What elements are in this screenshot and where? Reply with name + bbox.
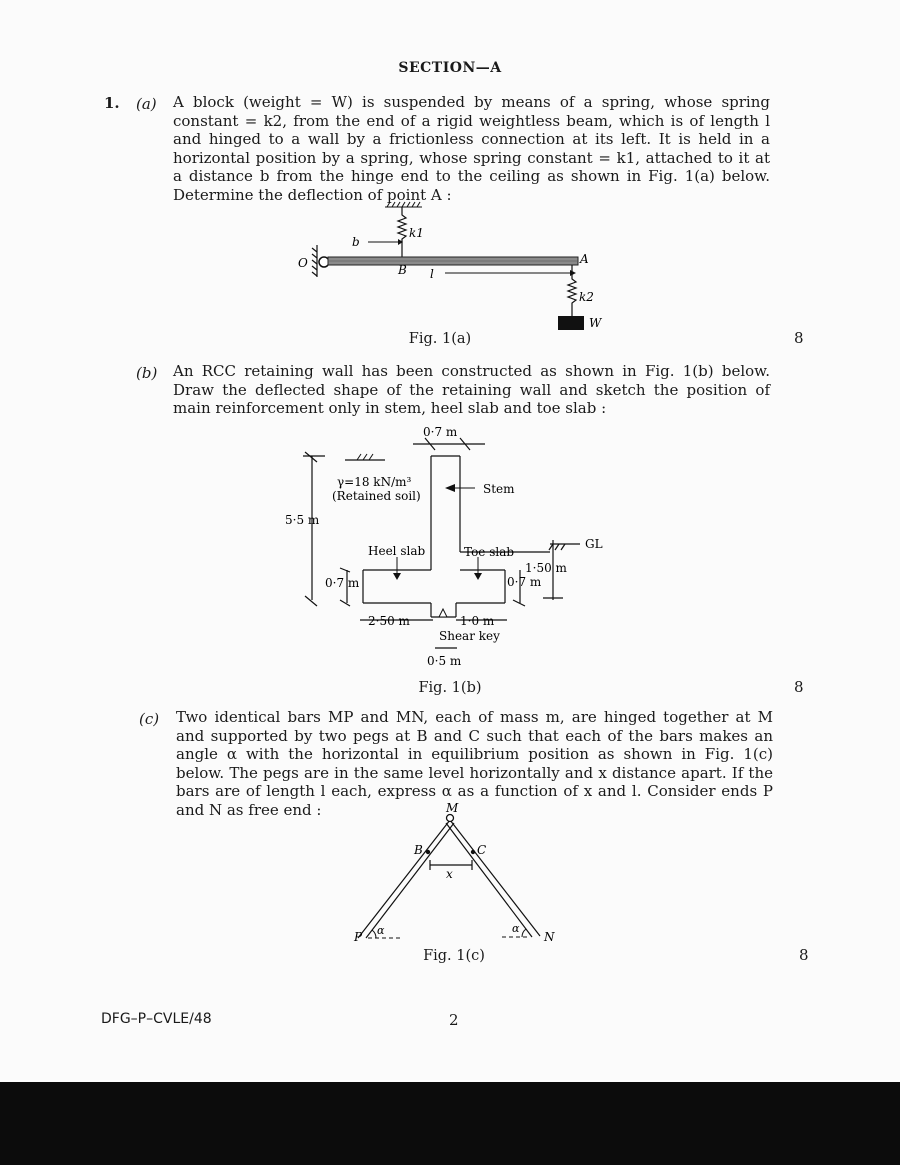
section-title: SECTION—A [398,60,502,76]
label-stem-thickness: 0·7 m [423,425,458,439]
label-C: C [477,843,487,857]
label-toe-slab: Toe slab [464,545,515,559]
page-number: 2 [449,1011,459,1029]
label-key-width: 0·5 m [427,654,462,668]
label-B: B [398,263,407,277]
wall-support [312,245,317,277]
question-number: 1. [104,94,120,112]
spring-k1 [398,207,406,258]
label-k1: k1 [409,226,424,240]
label-gl: GL [585,537,603,551]
label-l: l [430,267,434,281]
ceiling-support [385,202,422,207]
figure-1b [285,420,625,675]
label-toe-thick: 0·7 m [507,575,542,589]
block-weight [558,316,584,330]
peg-b-icon [426,850,430,854]
part-a-label: (a) [136,95,157,113]
label-heel-thick: 0·7 m [325,576,360,590]
label-k2: k2 [579,290,594,304]
label-N: N [544,930,555,944]
part-a-text: A block (weight = W) is suspended by means of a spring, whose spring constant = k2, from the end of a rigid weightless beam, which is of length l and hinged to a wall by a frictionless connection at its left. It is held in a horizontal position by a spring, whose spring constant = k1, attached to it at a distance b from the hinge end to the ceiling as shown in Fig. 1(a) below. Determine the deflection of point A : [173,93,770,204]
label-heel-slab: Heel slab [368,544,426,558]
label-shear-key: Shear key [439,629,500,643]
figure-1c [340,800,580,945]
part-b-text: An RCC retaining wall has been constructed as shown in Fig. 1(b) below. Draw the deflected shape of the retaining wall and sketch the position of main reinforcement only in stem, heel slab and toe slab : [173,362,770,417]
label-P: P [354,930,363,944]
fig-1b-caption: Fig. 1(b) [418,680,482,696]
peg-c-icon [471,850,475,854]
label-B: B [414,843,423,857]
part-b-marks: 8 [794,678,804,696]
label-x: x [446,867,453,881]
hinge-m-icon [447,815,454,822]
part-c-label: (c) [139,710,160,728]
label-stem: Stem [483,482,515,496]
part-c-text: Two identical bars MP and MN, each of mass m, are hinged together at M and supported by two pegs at B and C such that each of the bars makes an angle α with the horizontal in equilibrium position as shown in Fig. 1(c) below. The pegs are in the same level horizontally and x distance apart. If the bars are of length l each, express α as a function of x and l. Consider ends P and N as free end : [176,708,773,819]
label-heel-length: 2·50 m [368,614,410,628]
paper-code: DFG–P–CVLE/48 [101,1011,212,1027]
label-M: M [446,801,459,815]
label-retained-soil: (Retained soil) [332,489,421,503]
part-a-marks: 8 [794,329,804,347]
label-toe-depth: 1·50 m [525,561,567,575]
label-A: A [580,252,589,266]
label-alpha-right: α [512,922,520,935]
label-b: b [352,235,360,249]
label-alpha-left: α [377,924,385,937]
label-o: O [298,256,308,270]
scan-border [0,1082,900,1165]
label-height: 5·5 m [285,513,320,527]
figure-1a [290,195,630,335]
fig-1c-caption: Fig. 1(c) [423,948,485,964]
label-toe-length: 1·0 m [460,614,495,628]
fig-1a-caption: Fig. 1(a) [408,331,472,347]
label-W: W [589,316,602,330]
part-b-label: (b) [136,364,158,382]
part-c-marks: 8 [799,946,809,964]
label-gamma: γ=18 kN/m³ [337,475,412,489]
